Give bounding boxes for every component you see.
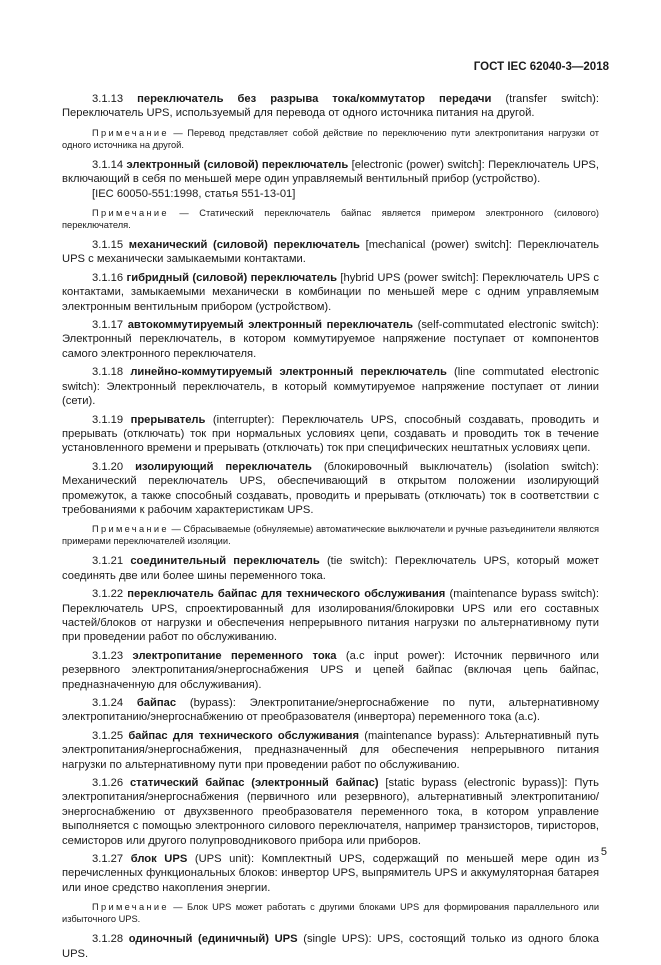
term: переключатель байпас для технического обслуживания [127,588,446,601]
document-header: ГОСТ IEC 62040-3—2018 [473,61,609,73]
definition-text: [electronic (power) switch]: Переключатель UPS, включающий в себя по меньшей мере один управляемый вентильный прибор (устройство). [62,158,599,186]
definition-text: (transfer switch): Переключатель UPS, используемый для перевода от одного источника питания на другой. [62,93,599,120]
clause-number: 3.1.22 [92,588,124,601]
definition-3-1-24 [62,696,599,725]
definition-3-1-14 [62,158,599,187]
definition-text: (bypass): Электропитание/энергоснабжение по пути, альтернативному электропитанию/энергоснабжению от преобразователя (инвертора) переменного тока (a.c). [62,697,600,724]
definition-3-1-28 [62,932,599,961]
term: одиночный (единичный) UPS [128,933,298,946]
definition-3-1-27 [62,852,599,895]
term: линейно-коммутируемый электронный переключатель [130,366,447,379]
clause-number: 3.1.28 [92,933,124,946]
definition-3-1-15 [62,238,599,267]
note-dash: — [168,902,187,913]
term: прерыватель [130,413,206,426]
clause-number: 3.1.13 [92,93,124,105]
definition-text: [static bypass (electronic bypass)]: Путь электропитания/энергоснабжения (первичного или резервного), альтернативный электропитанию/энергоснабжению от двухзвенного преобразователя переменного тока, в котором управление выполняется с помощью электронного силового переключателя, например транзисторов, тиристоров, семисторов или другого полупроводникового прибора или приборов. [62,777,599,847]
note-label: Примечание [92,208,169,219]
note-text: Сбрасываемые (обнуляемые) автоматические выключатели и ручные разъединители являются примерами переключателей изоляции. [62,524,600,547]
note [62,523,599,547]
document-body [62,92,599,965]
note-dash: — [168,524,184,535]
note [62,901,599,925]
clause-number: 3.1.24 [92,697,124,709]
clause-number: 3.1.20 [92,460,124,473]
term: механический (силовой) переключатель [128,239,360,252]
term: соединительный переключатель [130,555,320,568]
definition-text: (maintenance bypass switch): Переключатель UPS, спроектированный для изолирования/блокировки UPS или его составных частей/блоков от нагрузки и обеспечения непрерывного питания нагрузки по альтернативному пути при проведении работ по обслуживанию. [62,588,599,644]
note [62,207,599,231]
clause-number: 3.1.15 [92,239,124,252]
definition-text: (single UPS): UPS, состоящий только из одного блока UPS. [62,933,600,960]
term: байпас [136,697,177,709]
note-label: Примечание [92,902,169,913]
definition-3-1-18 [62,365,599,408]
clause-number: 3.1.23 [92,649,124,662]
definition-3-1-23 [62,649,599,692]
term: переключатель без разрыва тока/коммутатор передачи [137,93,492,105]
definition-3-1-25 [62,729,599,772]
definition-text: (блокировочный выключатель) (isolation switch): Механический переключатель UPS, обеспечивающий в открытом положении изолирующий промежуток, а также способный создавать, проводить и прерывать (отключать) ток в соответствии с требованиями к рабочим характеристикам UPS. [62,460,600,516]
definition-3-1-17 [62,318,599,361]
term: байпас для технического обслуживания [128,729,359,742]
definition-3-1-26 [62,776,599,848]
note [62,127,599,151]
note-text: Блок UPS может работать с другими блоками UPS для формирования параллельного или избыточного UPS. [62,902,600,925]
clause-number: 3.1.14 [92,158,124,171]
term: электропитание переменного тока [132,649,337,662]
note-dash: — [168,127,188,138]
definition-text: (tie switch): Переключатель UPS, который может соединять две или более шины переменного тока. [62,555,599,582]
term: гибридный (силовой) переключатель [126,271,338,284]
definition-3-1-16 [62,271,599,314]
clause-number: 3.1.18 [92,366,124,379]
definition-text: (line commutated electronic switch): Электронный переключатель, в который коммутируемое напряжение поступает от линии (сети). [62,366,600,408]
definition-3-1-22 [62,587,599,645]
definition-text: (UPS unit): Комплектный UPS, содержащий по меньшей мере один из перечисленных функциональных блоков: инвертор UPS, выпрямитель UPS и аккумуляторная батарея или иное средство накопления энергии. [62,853,599,894]
definition-text: (self-commutated electronic switch): Электронный переключатель, в котором коммутируемое напряжение поступает от компонентов самого электронного переключателя. [62,319,599,360]
note-text: Перевод представляет собой действие по переключению пути электропитания нагрузки от одного источника на другой. [62,127,599,150]
term: электронный (силовой) переключатель [126,158,349,171]
clause-number: 3.1.19 [92,413,124,426]
definition-text: (maintenance bypass): Альтернативный путь электропитания/энергоснабжения, предназначенный для обеспечения непрерывного питания нагрузки по альтернативному пути при проведении работ по обслуживанию. [62,729,599,771]
clause-number: 3.1.27 [92,853,124,866]
clause-number: 3.1.21 [92,555,124,568]
clause-number: 3.1.17 [92,319,124,332]
source-reference: [IEC 60050-551:1998, статья 551-13-01] [92,187,296,200]
definition-3-1-19 [62,413,599,456]
term: изолирующий переключатель [135,460,312,473]
term: статический байпас (электронный байпас) [129,777,379,790]
definition-text: [mechanical (power) switch]: Переключатель UPS с механически замыкаемыми контактами. [62,239,599,266]
note-label: Примечание [92,524,169,535]
page-number: 5 [600,846,607,858]
term: блок UPS [130,853,188,866]
term: автокоммутируемый электронный переключатель [127,319,413,332]
definition-text: [hybrid UPS (power switch]: Переключатель UPS с контактами, замыкаемыми механически в комбинации по меньшей мере с одним управляемым электронным вентильным прибором (устройством). [62,271,600,313]
definition-text: (interrupter): Переключатель UPS, способный создавать, проводить и прерывать (отключать) ток при нормальных условиях цепи, создавать и проводить ток в течение установленного времени и прерывать (отключать) ток при специфических нештатных условиях цепи. [62,413,599,455]
note-dash: — [168,208,200,219]
definition-3-1-13 [62,92,599,121]
clause-number: 3.1.25 [92,729,124,742]
clause-number: 3.1.26 [92,777,124,790]
definition-text: (a.c input power): Источник первичного или резервного электропитания/энергоснабжения UPS и цепей байпас (включая цепь байпас, предназначенную для обслуживания). [62,649,599,691]
definition-3-1-21 [62,554,599,583]
definition-3-1-20 [62,460,599,518]
note-label: Примечание [92,127,169,138]
note-text: Статический переключатель байпас является примером электронного (силового) переключателя. [62,208,599,231]
clause-number: 3.1.16 [92,271,124,284]
